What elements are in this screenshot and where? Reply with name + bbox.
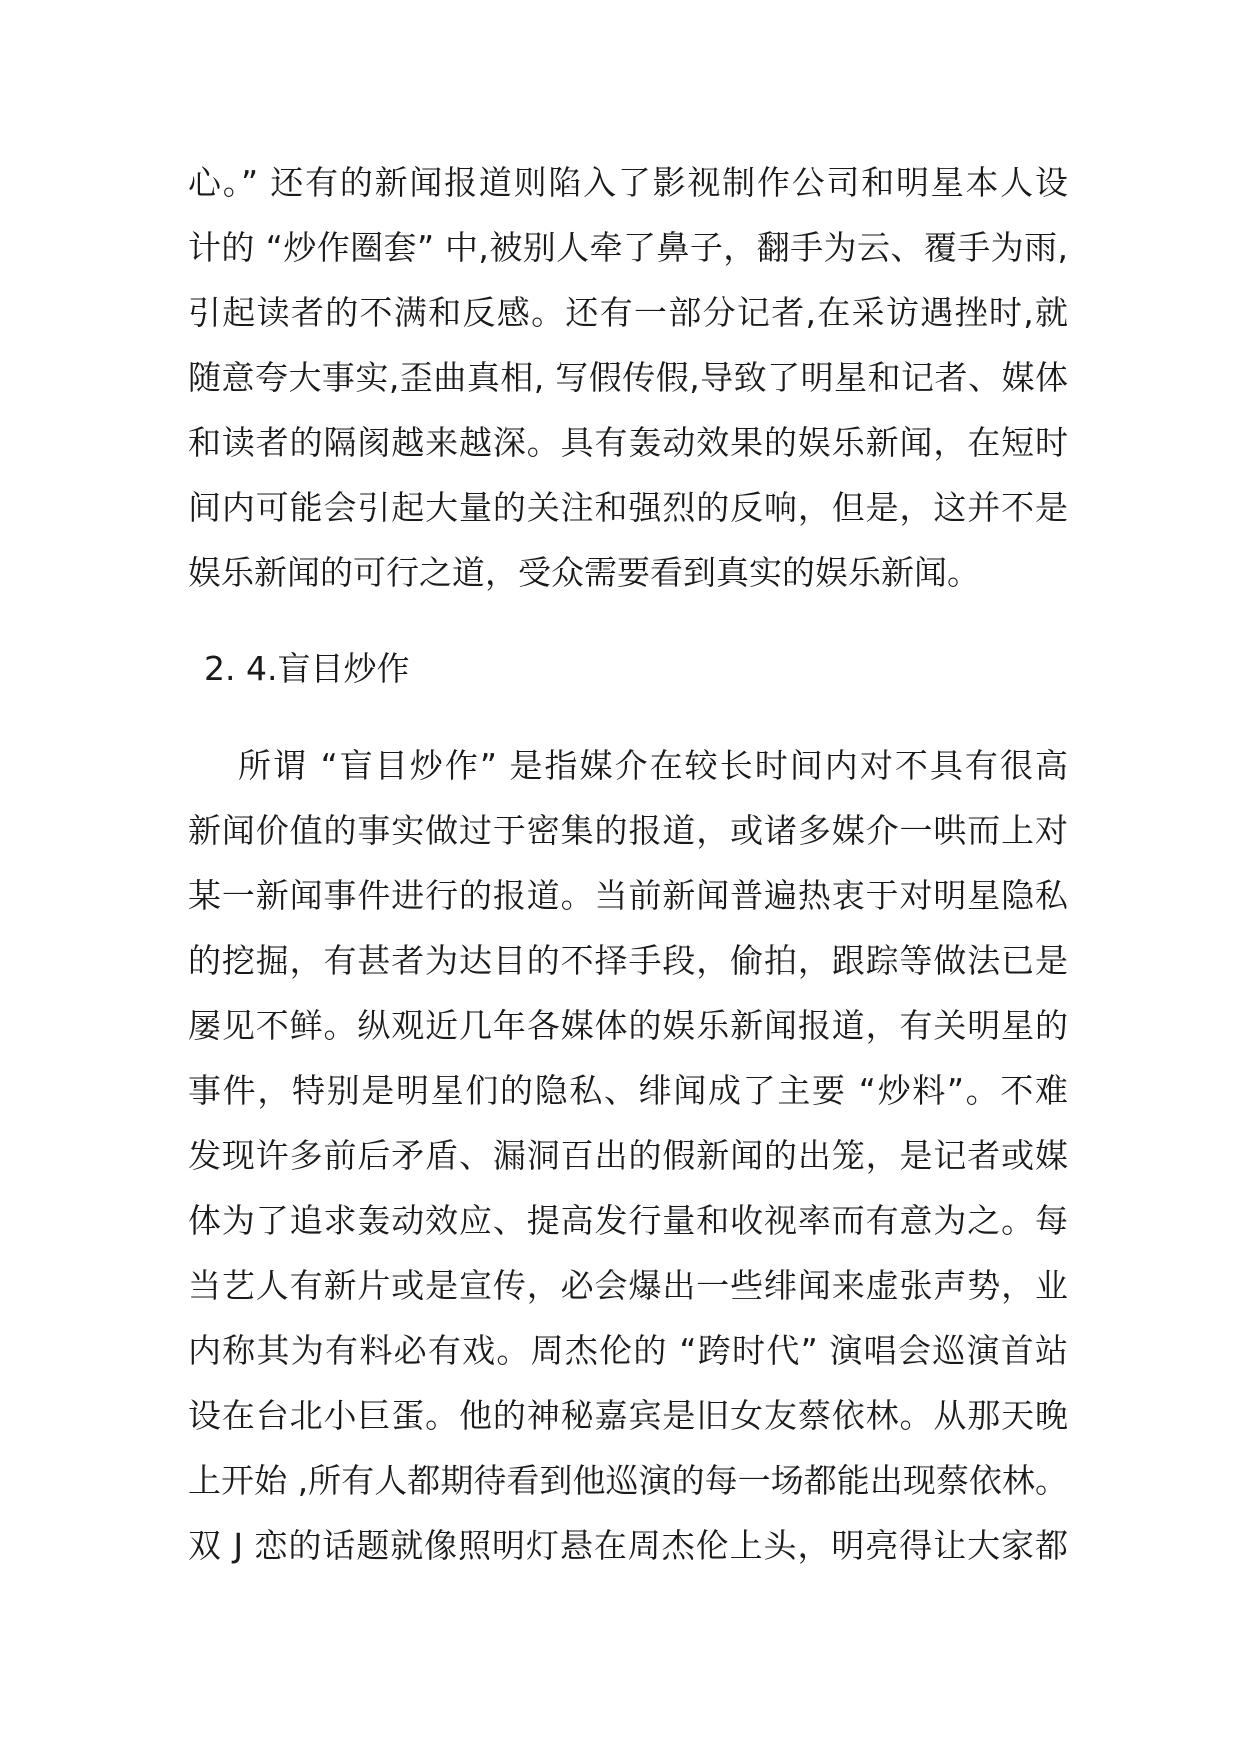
paragraph-line: 心。” 还有的新闻报道则陷入了影视制作公司和明星本人设 xyxy=(188,163,1068,202)
paragraph-line: 屡见不鲜。纵观近几年各媒体的娱乐新闻报道，有关明星的 xyxy=(188,1006,1068,1045)
paragraph-line: 所谓 “盲目炒作” 是指媒介在较长时间内对不具有很高 xyxy=(238,746,1068,785)
paragraph-line: 内称其为有料必有戏。周杰伦的 “跨时代” 演唱会巡演首站 xyxy=(188,1331,1068,1370)
paragraph-line: 双 J 恋的话题就像照明灯悬在周杰伦上头，明亮得让大家都 xyxy=(188,1526,1068,1565)
paragraph-line: 和读者的隔阂越来越深。具有轰动效果的娱乐新闻，在短时 xyxy=(188,423,1068,462)
paragraph-line: 发现许多前后矛盾、漏洞百出的假新闻的出笼，是记者或媒 xyxy=(188,1136,1068,1175)
paragraph-line: 娱乐新闻的可行之道，受众需要看到真实的娱乐新闻。 xyxy=(188,553,980,592)
paragraph-line: 的挖掘，有甚者为达目的不择手段，偷拍，跟踪等做法已是 xyxy=(188,941,1068,980)
paragraph-line: 新闻价值的事实做过于密集的报道，或诸多媒介一哄而上对 xyxy=(188,811,1068,850)
paragraph-line: 引起读者的不满和反感。还有一部分记者,在采访遇挫时,就 xyxy=(188,293,1068,332)
section-heading: 2. 4.盲目炒作 xyxy=(204,649,410,688)
paragraph-line: 当艺人有新片或是宣传，必会爆出一些绯闻来虚张声势，业 xyxy=(188,1266,1068,1305)
paragraph-line: 某一新闻事件进行的报道。当前新闻普遍热衷于对明星隐私 xyxy=(188,876,1068,915)
paragraph-line: 体为了追求轰动效应、提高发行量和收视率而有意为之。每 xyxy=(188,1201,1068,1240)
paragraph-line: 设在台北小巨蛋。他的神秘嘉宾是旧女友蔡依林。从那天晚 xyxy=(188,1396,1068,1435)
paragraph-line: 上开始 ,所有人都期待看到他巡演的每一场都能出现蔡依林。 xyxy=(188,1461,1068,1500)
paragraph-line: 间内可能会引起大量的关注和强烈的反响，但是，这并不是 xyxy=(188,488,1068,527)
paragraph-continuation xyxy=(188,150,1068,605)
paragraph-blind-hype xyxy=(188,733,1068,1578)
paragraph-line: 计的 “炒作圈套” 中,被别人牵了鼻子，翻手为云、覆手为雨, xyxy=(188,228,1068,267)
paragraph-line: 随意夸大事实,歪曲真相, 写假传假,导致了明星和记者、媒体 xyxy=(188,358,1068,397)
paragraph-line: 事件，特别是明星们的隐私、绯闻成了主要 “炒料”。不难 xyxy=(188,1071,1068,1110)
